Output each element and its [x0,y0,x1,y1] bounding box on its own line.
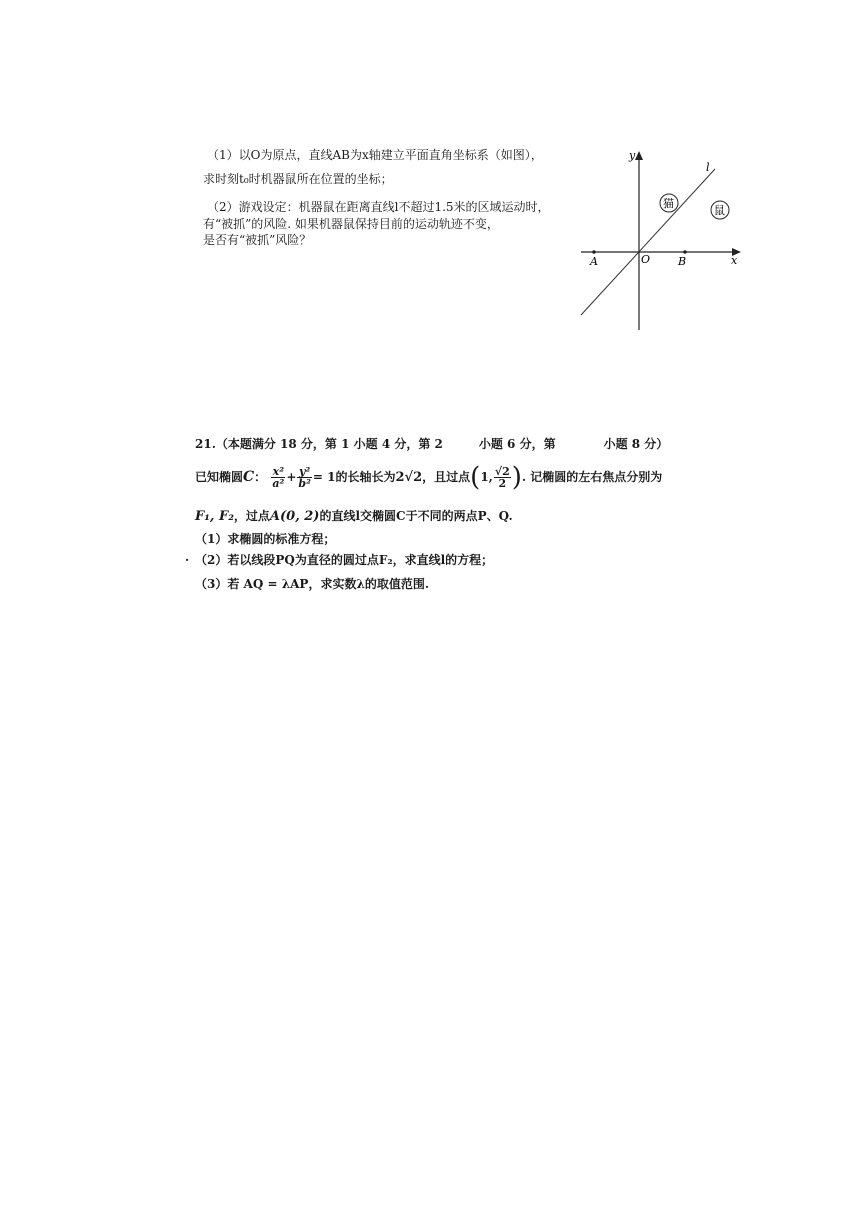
p20-part2-line2: 有“被抓”的风险. 如果机器鼠保持目前的运动轨迹不变， [203,217,499,231]
frac-den-a2: a² [272,477,285,490]
p20-part1-line1: （1）以O为原点，直线AB为x轴建立平面直角坐标系（如图）， [207,148,543,162]
colon: ： [254,470,267,484]
label-b: B [678,255,687,268]
label-mouse: 鼠 [714,204,725,217]
p21-line2-end: 的直线l交椭圆C于不同的两点P、Q. [319,509,513,523]
point-a [592,250,596,254]
p21-line2-mid: ，过点 [233,509,270,523]
frac-num-x2: x² [272,465,285,478]
plus-sign: + [286,470,297,484]
p20-part1-line2: 求时刻t₀时机器鼠所在位置的坐标； [203,172,393,186]
frac-x2-a2 [271,466,285,489]
p21-stmt-mid: 的长轴长为 [335,470,396,484]
label-o: O [641,253,651,266]
p21-stmt-end: . 记椭圆的左右焦点分别为 [521,470,663,484]
p21-statement-line2 [195,508,513,525]
ellipse-name: C [243,469,255,485]
p20-part2-line1: （2）游戏设定：机器鼠在距离直线l不超过1.5米的区域运动时， [207,200,550,214]
frac-num-sqrt2: √2 [494,465,510,478]
point-a-coord: A(0, 2) [269,509,320,524]
frac-y2-b2 [297,466,312,489]
p21-header: 21.（本题满分 18 分，第 1 小题 4 分，第 2 小题 6 分，第 小题 8 分） [195,437,669,451]
point-x: 1, [480,470,493,484]
left-paren: ( [470,462,481,493]
coordinate-figure [575,145,755,340]
axis-length: 2√2 [395,470,423,485]
label-l: l [706,161,710,174]
frac-den-2: 2 [498,477,507,490]
p21-stmt-prefix: 已知椭圆 [195,470,244,484]
line-l [581,169,715,315]
label-a: A [590,255,598,268]
label-x: x [731,254,738,267]
frac-num-y2: y² [299,465,311,478]
label-y: y [629,149,636,162]
p21-statement-line1 [195,460,662,495]
frac-den-b2: b² [298,477,311,490]
p20-part2-line3: 是否有“被抓”风险？ [203,233,312,247]
right-paren: ) [511,462,522,493]
point-b [683,250,687,254]
equals-one: = 1 [312,470,336,484]
p21-question3: （3）若 AQ = λAP，求实数λ的取值范围. [195,577,430,591]
label-cat: 猫 [663,197,674,210]
y-axis-arrow [635,151,643,160]
p21-question1: （1）求椭圆的标准方程； [195,532,336,546]
p21-question2-dot: · [185,553,190,567]
foci: F₁, F₂ [195,509,234,524]
p21-question2: （2）若以线段PQ为直径的圆过点F₂，求直线l的方程； [195,553,494,567]
frac-sqrt2-2 [494,466,511,489]
p21-stmt-mid2: ，且过点 [422,470,471,484]
